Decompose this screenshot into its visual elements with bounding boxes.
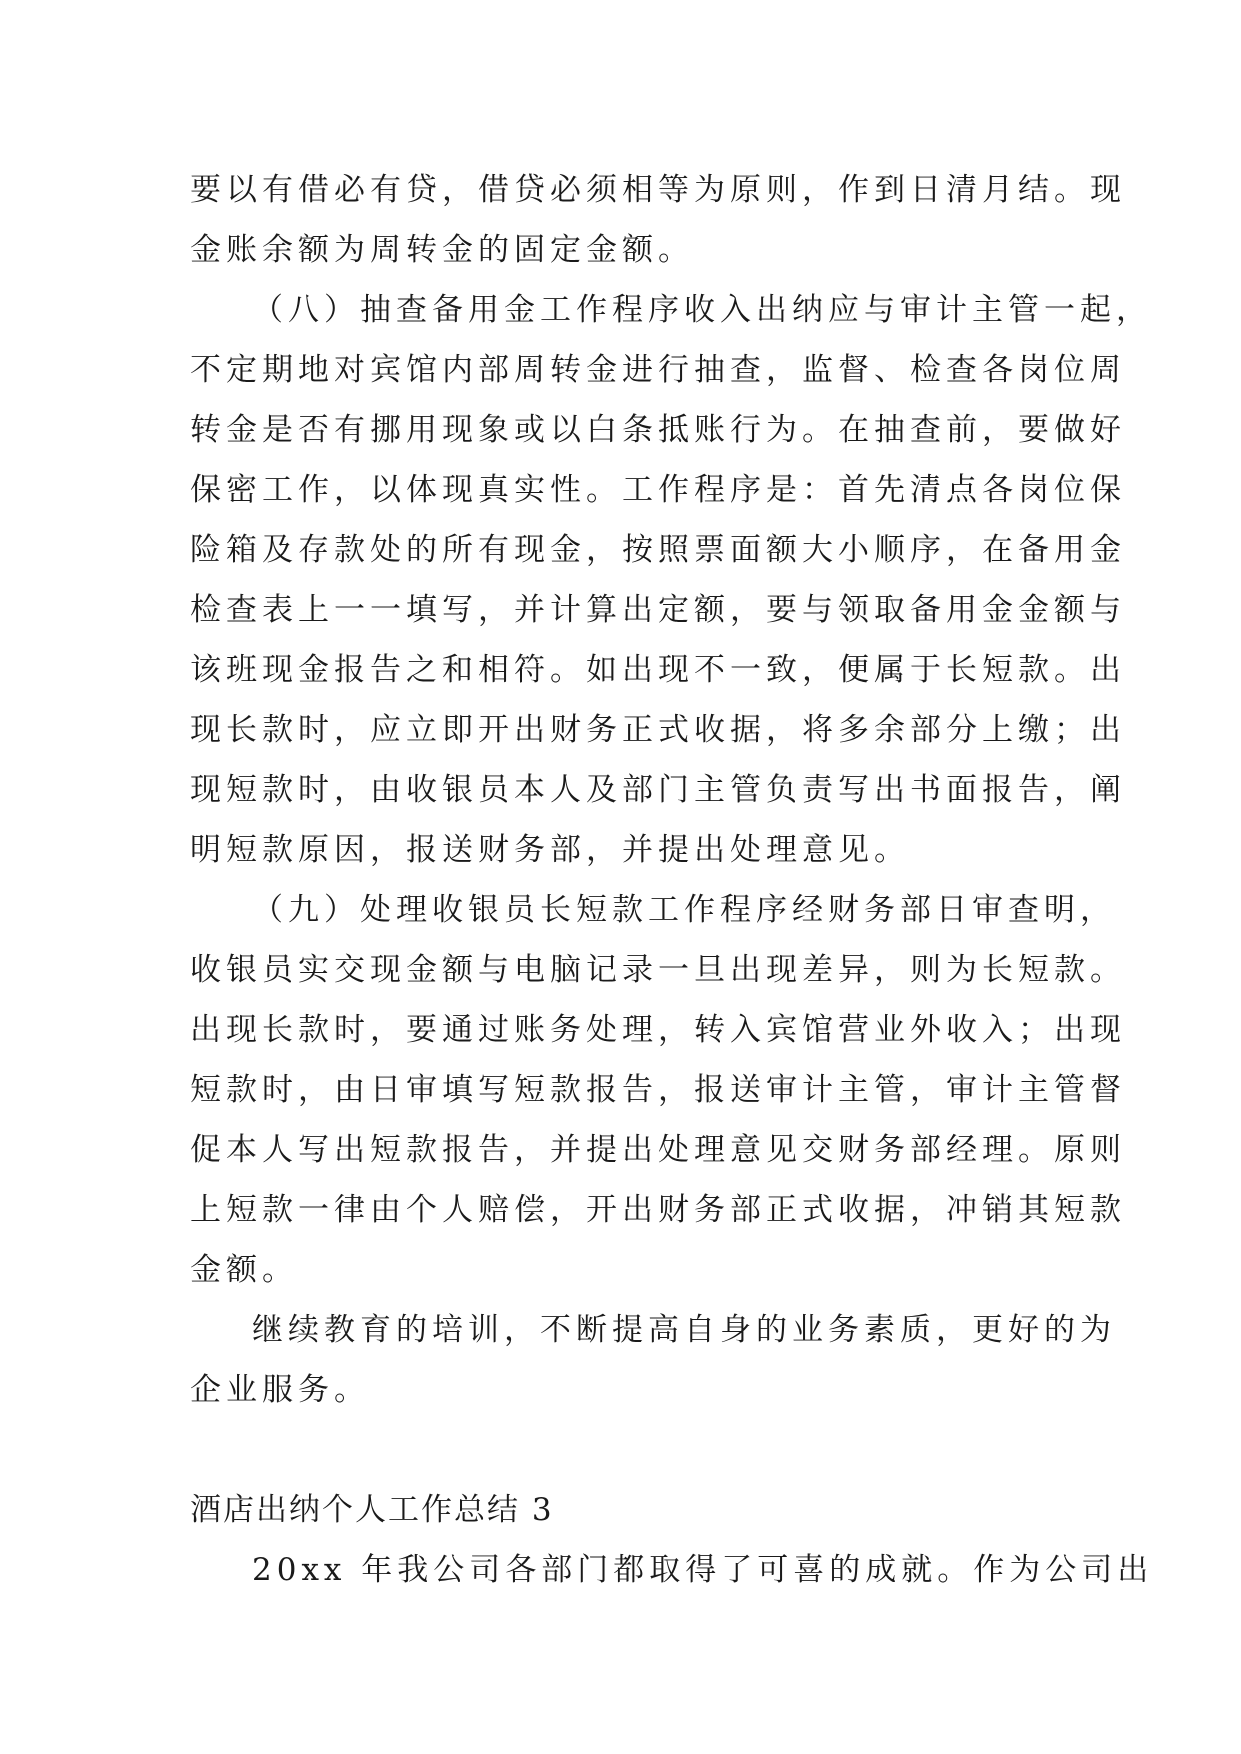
text-line: （九）处理收银员长短款工作程序经财务部日审查明， bbox=[252, 892, 1116, 928]
paragraph-continuing-education bbox=[190, 1300, 1116, 1420]
section-heading: 酒店出纳个人工作总结 3 bbox=[190, 1492, 554, 1528]
body-text bbox=[190, 160, 1154, 1600]
blank-line bbox=[190, 1420, 1070, 1480]
text-line: 上短款一律由个人赔偿，开出财务部正式收据，冲销其短款 bbox=[190, 1192, 1126, 1228]
paragraph-cash-balance bbox=[190, 160, 1126, 280]
text-line: （八）抽查备用金工作程序收入出纳应与审计主管一起， bbox=[252, 292, 1152, 328]
text-line: 检查表上一一填写，并计算出定额，要与领取备用金金额与 bbox=[190, 592, 1126, 628]
text-line: 收银员实交现金额与电脑记录一旦出现差异，则为长短款。 bbox=[190, 952, 1126, 988]
text-line: 该班现金报告之和相符。如出现不一致，便属于长短款。出 bbox=[190, 652, 1126, 688]
text-line: 不定期地对宾馆内部周转金进行抽查，监督、检查各岗位周 bbox=[190, 352, 1126, 388]
text-line: 现短款时，由收银员本人及部门主管负责写出书面报告，阐 bbox=[190, 772, 1126, 808]
text-line: 现长款时，应立即开出财务正式收据，将多余部分上缴；出 bbox=[190, 712, 1126, 748]
text-line: 短款时，由日审填写短款报告，报送审计主管，审计主管督 bbox=[190, 1072, 1126, 1108]
text-line: 金账余额为周转金的固定金额。 bbox=[190, 232, 694, 268]
paragraph-section-8 bbox=[190, 280, 1152, 880]
text-line: 转金是否有挪用现象或以白条抵账行为。在抽查前，要做好 bbox=[190, 412, 1126, 448]
text-line: 促本人写出短款报告，并提出处理意见交财务部经理。原则 bbox=[190, 1132, 1126, 1168]
text-line: 企业服务。 bbox=[190, 1372, 370, 1408]
text-line: 金额。 bbox=[190, 1252, 298, 1288]
text-line: 出现长款时，要通过账务处理，转入宾馆营业外收入；出现 bbox=[190, 1012, 1126, 1048]
paragraph-closing bbox=[190, 1540, 1154, 1600]
text-line: 保密工作，以体现真实性。工作程序是：首先清点各岗位保 bbox=[190, 472, 1126, 508]
text-line: 要以有借必有贷，借贷必须相等为原则，作到日清月结。现 bbox=[190, 172, 1126, 208]
text-line: 明短款原因，报送财务部，并提出处理意见。 bbox=[190, 832, 910, 868]
text-line: 继续教育的培训，不断提高自身的业务素质，更好的为 bbox=[252, 1312, 1116, 1348]
paragraph-section-9 bbox=[190, 880, 1126, 1300]
text-line: 险箱及存款处的所有现金，按照票面额大小顺序，在备用金 bbox=[190, 532, 1126, 568]
text-line: 20xx 年我公司各部门都取得了可喜的成就。作为公司出 bbox=[252, 1552, 1154, 1588]
